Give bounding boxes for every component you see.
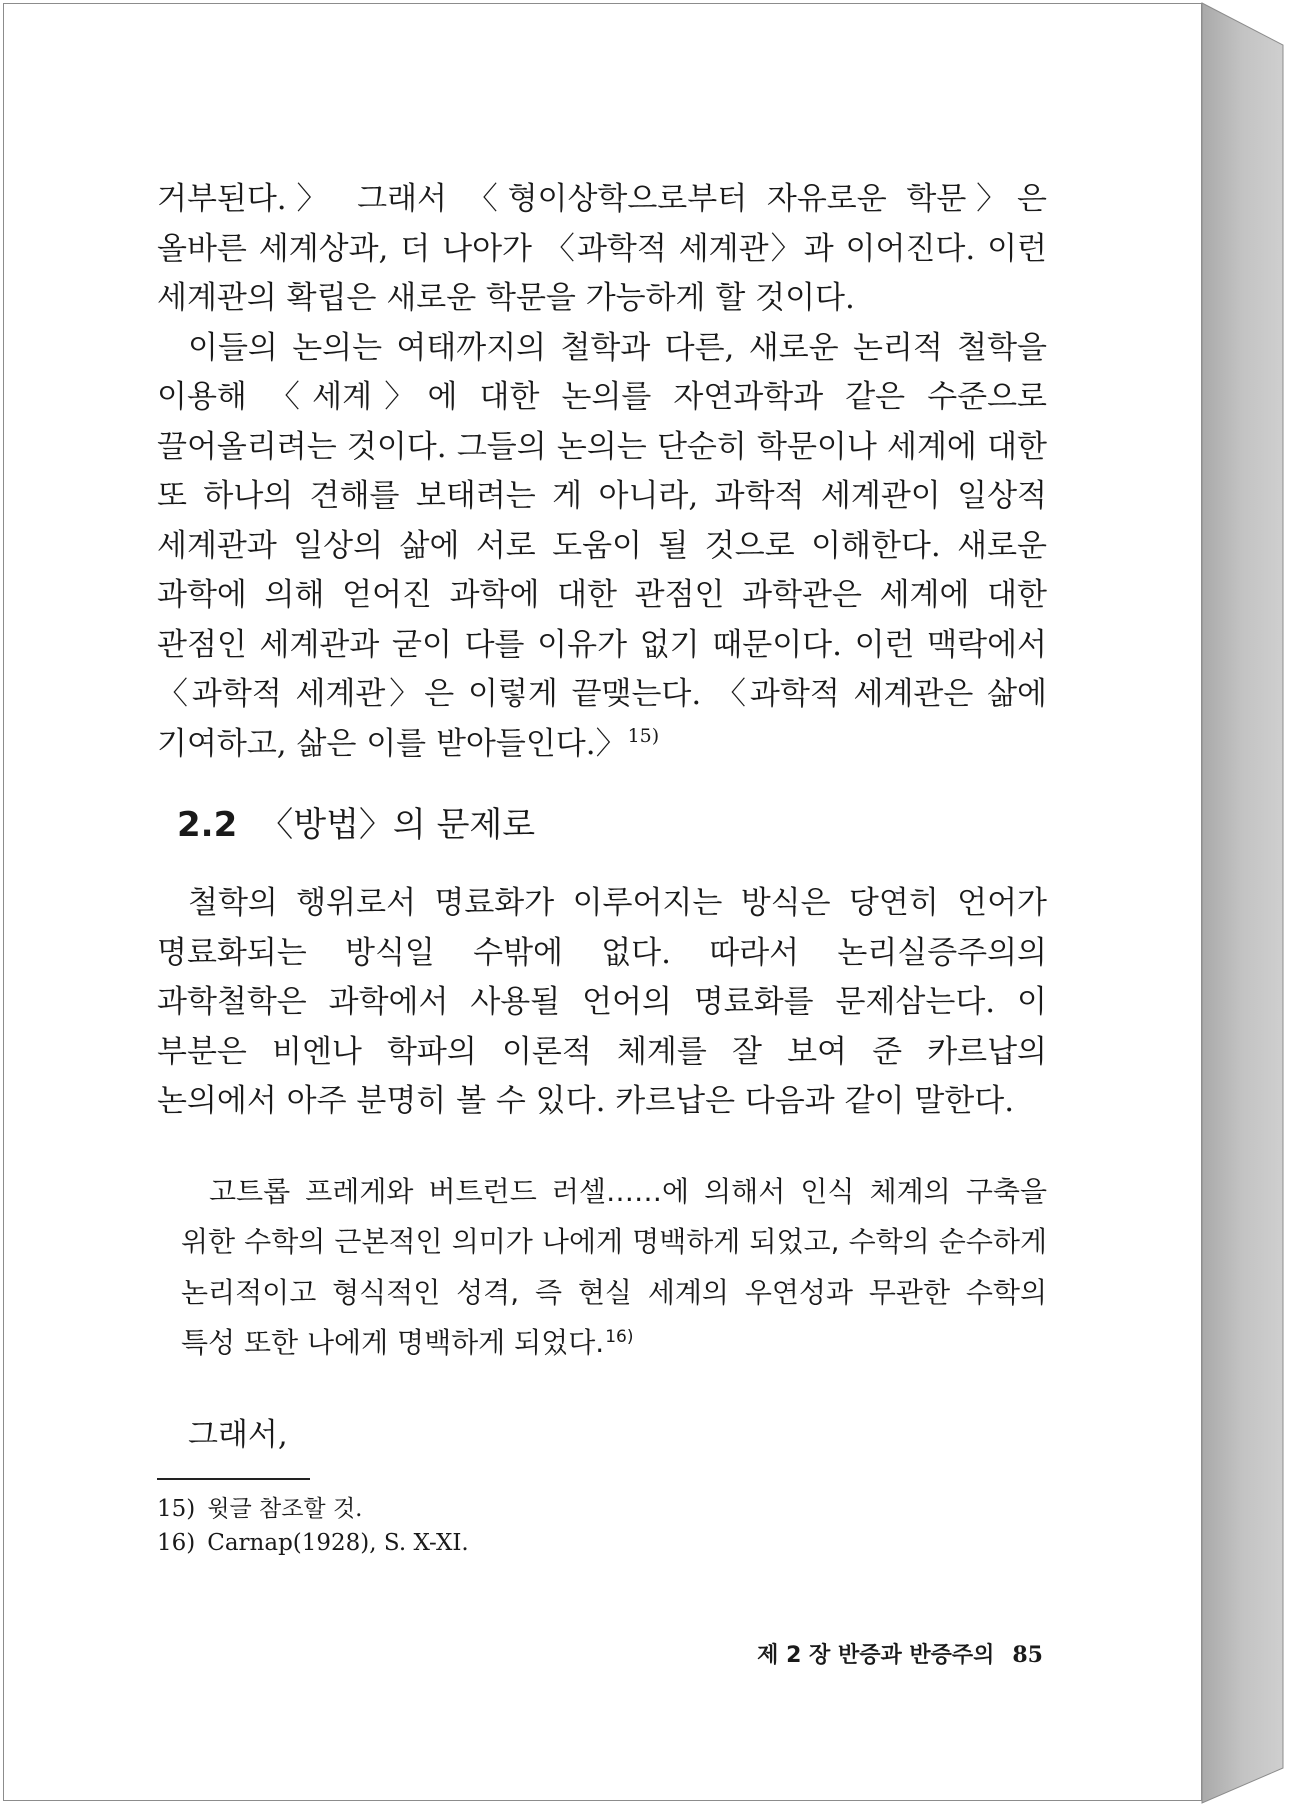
- footnotes: [157, 1492, 1047, 1560]
- footnote-16: 16) Carnap(1928), S. X-XI.: [157, 1530, 469, 1556]
- body-paragraph-2: 이들의 논의는 여태까지의 철학과 다른, 새로운 논리적 철학을 이용해 〈세계〉에 대한 논의를 자연과학과 같은 수준으로 끌어올리려는 것이다. 그들의 논의는 단순히 학문이나 세계에 대한 또 하나의 견해를 보태려는 게 아니라, 과학적 세계관이 일상적 세계관과 일상의 삶에 서로 도움이 될 것으로 이해한다. 새로운 과학에 의해 얻어진 과학에 대한 관점인 과학관은 세계에 대한 관점인 세계관과 굳이 다를 이유가 없기 때문이다. 이런 맥락에서 〈과학적 세계관〉은 이렇게 끝맺는다. 〈과학적 세계관은 삶에 기여하고, 삶은 이를 받아들인다.〉$^{15)}$: [157, 329, 1047, 762]
- footnote-divider: [157, 1478, 310, 1480]
- body-paragraph-1: 거부된다.〉 그래서 〈형이상학으로부터 자유로운 학문〉은 올바른 세계상과, 더 나아가 〈과학적 세계관〉과 이어진다. 이런 세계관의 확립은 새로운 학문을 가능하게 할 것이다.: [157, 181, 1047, 316]
- chapter-title: 제 2 장 반증과 반증주의: [757, 1643, 995, 1668]
- trailing-text: 그래서,: [188, 1416, 288, 1453]
- footnote-ref-16[interactable]: 16): [605, 1326, 634, 1347]
- section-title: 〈방법〉의 문제로: [259, 805, 536, 845]
- footnote-ref-15[interactable]: 15): [627, 725, 660, 748]
- page-number: 85: [1012, 1642, 1043, 1668]
- running-footer: [757, 1638, 1043, 1669]
- section-paragraph: 철학의 행위로서 명료화가 이루어지는 방식은 당연히 언어가 명료화되는 방식일 수밖에 없다. 따라서 논리실증주의의 과학철학은 과학에서 사용될 언어의 명료화를 문제삼는다. 이 부분은 비엔나 학파의 이론적 체계를 잘 보여 준 카르납의 논의에서 아주 분명히 볼 수 있다. 카르납은 다음과 같이 말한다.: [157, 885, 1047, 1119]
- block-quote: 고트롭 프레게와 버트런드 러셀……에 의해서 인식 체계의 구축을 위한 수학의 근본적인 의미가 나에게 명백하게 되었고, 수학의 순수하게 논리적이고 형식적인 성격, 즉 현실 세계의 우연성과 무관한 수학의 특성 또한 나에게 명백하게 되었다.$^{16)}$: [181, 1174, 1047, 1359]
- footnote-15: 15) 윗글 참조할 것.: [157, 1496, 363, 1522]
- section-heading: [157, 805, 1047, 845]
- section-number: 2.2: [177, 805, 238, 845]
- page-content: [157, 175, 1047, 1560]
